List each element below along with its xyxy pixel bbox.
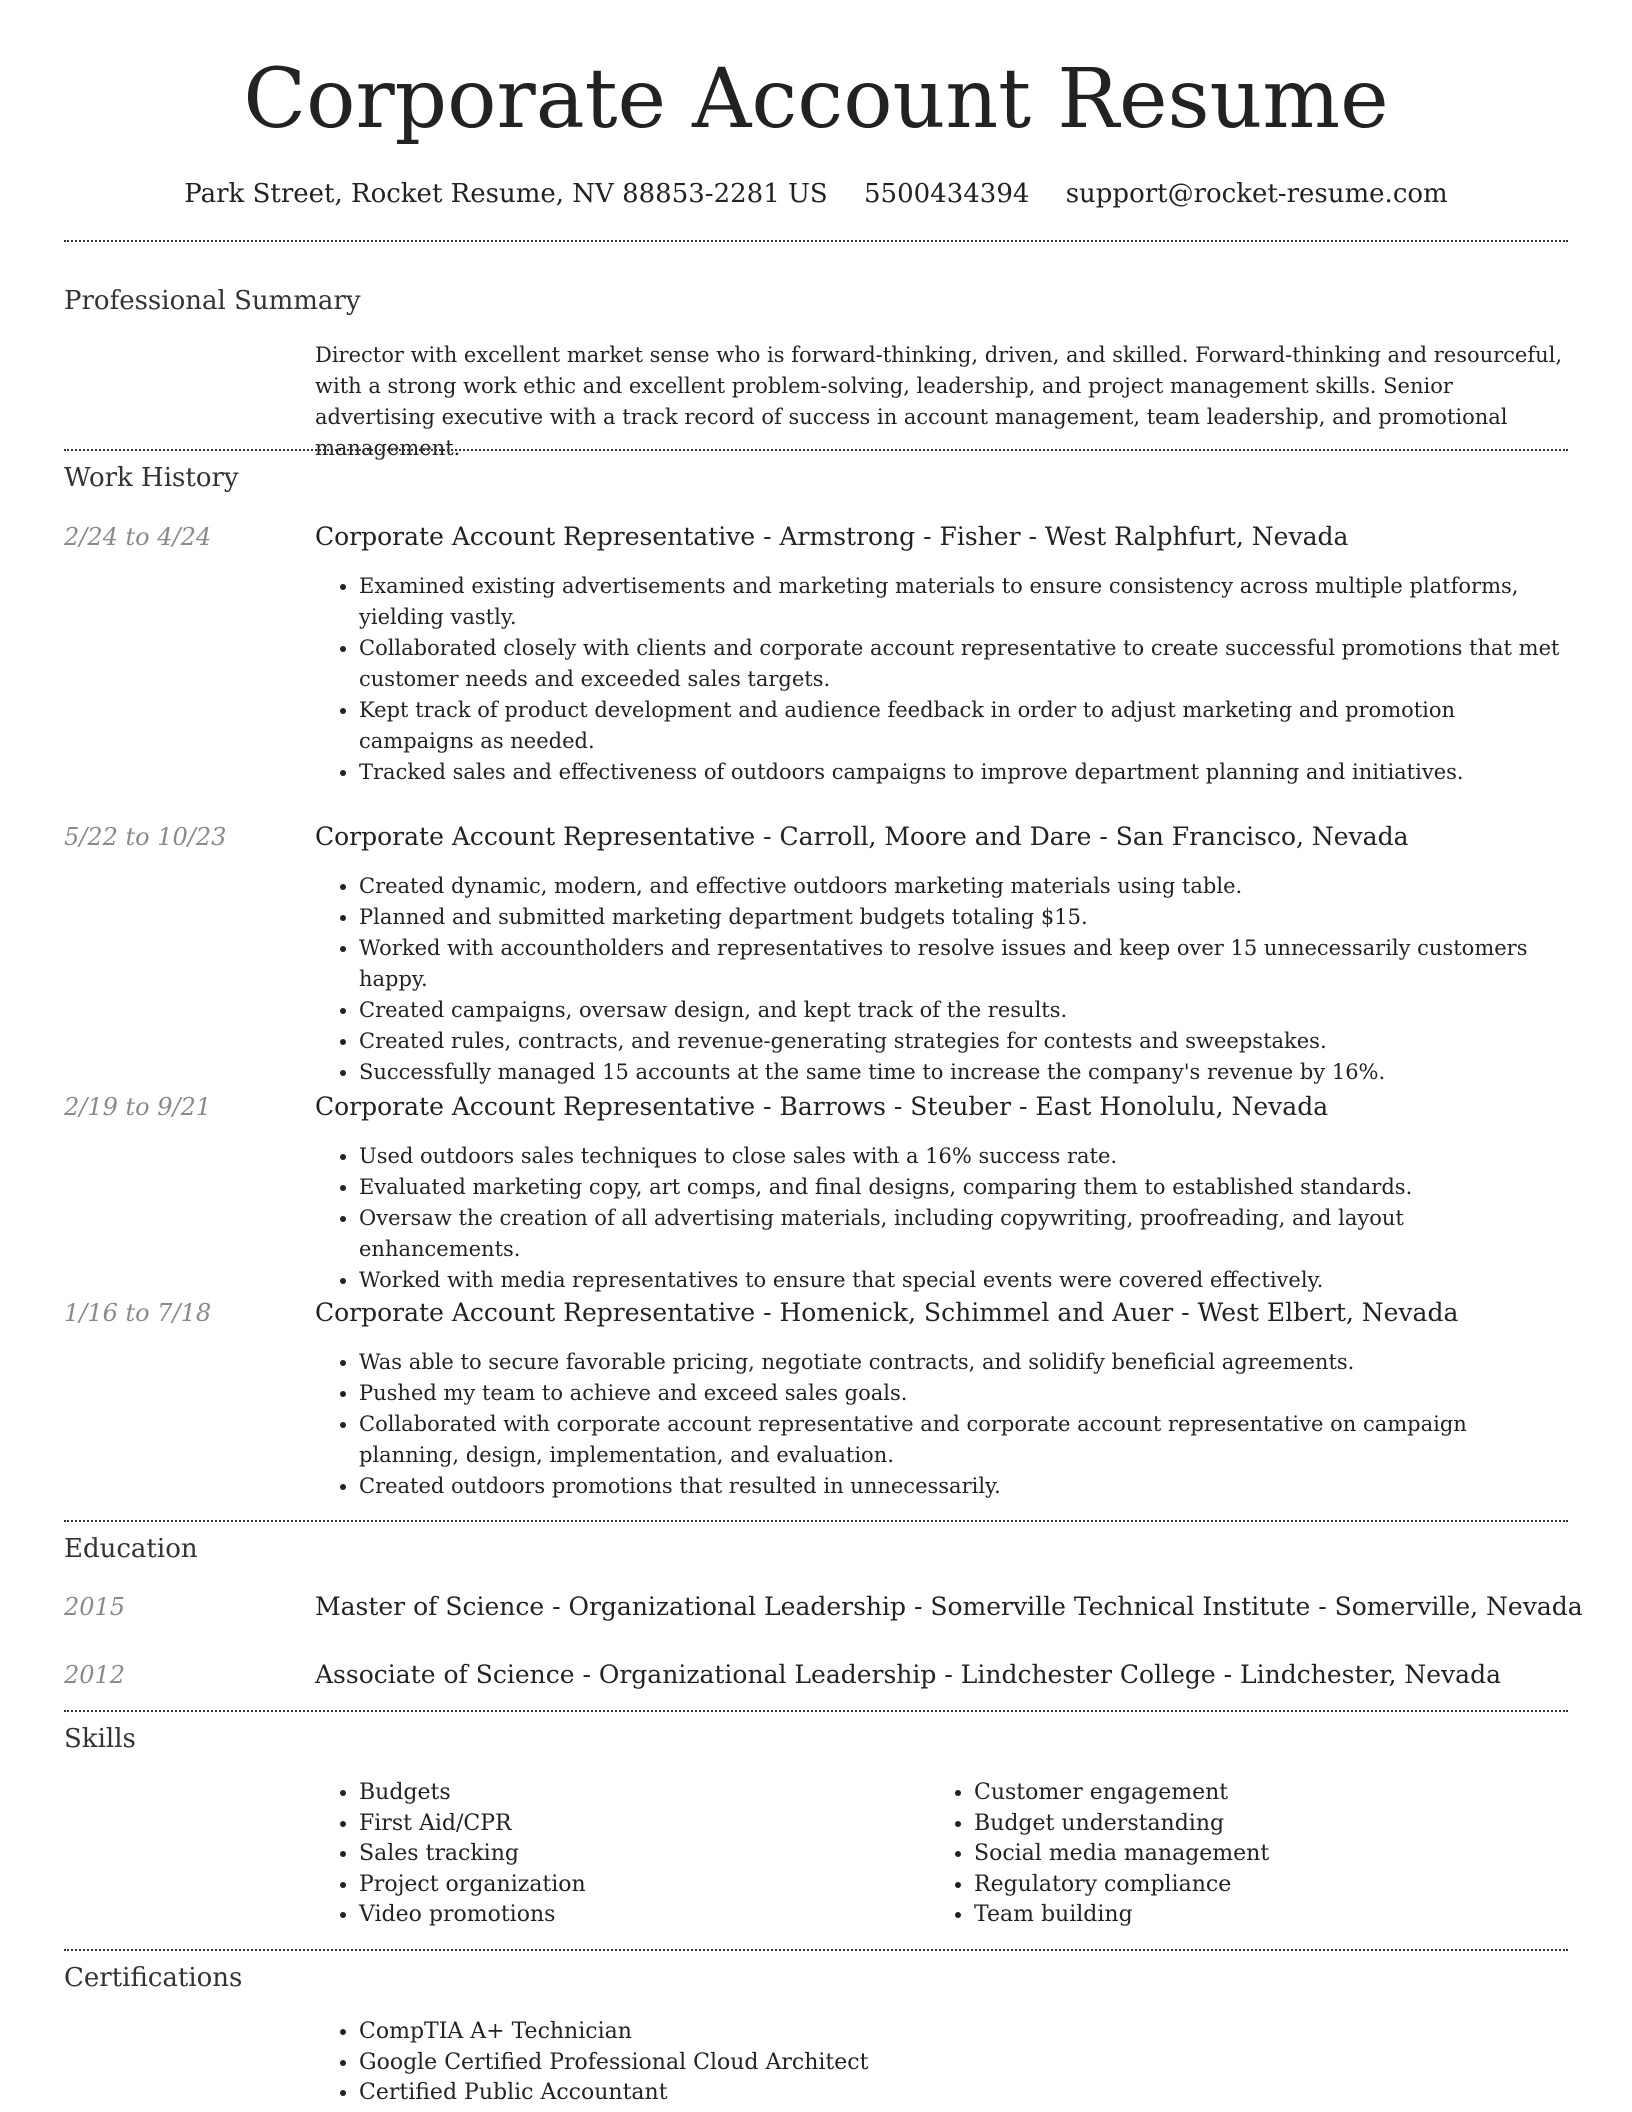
- education-heading: Education: [64, 1534, 198, 1564]
- contact-address: Park Street, Rocket Resume, NV 88853-2281 US: [184, 179, 828, 209]
- summary-text: Director with excellent market sense who is forward-thinking, driven, and skilled. Forward-thinking and resourceful, with a strong work ethic and excellent problem-solving, leadership, and project management skills. Senior advertising executive with a track record of success in account management, team leadership, and promotional management.: [315, 343, 1563, 460]
- contact-email: support@rocket-resume.com: [1065, 179, 1448, 209]
- list-item: • Created campaigns, oversaw design, and kept track of the results.: [359, 995, 1560, 1026]
- contact-phone: 5500434394: [864, 179, 1030, 209]
- list-item: • First Aid/CPR: [359, 1809, 929, 1840]
- list-item: • Team building: [974, 1900, 1574, 1931]
- job-3-bullets: [315, 1141, 1560, 1296]
- list-item: • Social media management: [974, 1839, 1574, 1870]
- job-1-title: Corporate Account Representative - Armstrong - Fisher - West Ralphfurt, Nevada: [315, 522, 1349, 551]
- job-1-bullets: [315, 571, 1560, 788]
- skills-list-left: [315, 1778, 929, 1931]
- job-4-bullets: [315, 1347, 1560, 1502]
- list-item: • Budgets: [359, 1778, 929, 1809]
- education-2-degree: Associate of Science - Organizational Leadership - Lindchester College - Lindchester, Nevada: [315, 1660, 1501, 1689]
- list-item: • Project organization: [359, 1870, 929, 1901]
- list-item: • Planned and submitted marketing department budgets totaling $15.: [359, 902, 1560, 933]
- job-1-dates: 2/24 to 4/24: [64, 523, 212, 551]
- list-item: • Created rules, contracts, and revenue-generating strategies for contests and sweepstakes.: [359, 1026, 1560, 1057]
- list-item: • CompTIA A+ Technician: [359, 2017, 1559, 2048]
- job-3-dates: 2/19 to 9/21: [64, 1093, 212, 1121]
- list-item: • Google Certified Professional Cloud Architect: [359, 2048, 1559, 2079]
- divider-header: [64, 240, 1568, 242]
- skills-heading: Skills: [64, 1724, 136, 1754]
- list-item: • Video promotions: [359, 1900, 929, 1931]
- list-item: • Used outdoors sales techniques to close sales with a 16% success rate.: [359, 1141, 1560, 1172]
- education-1-year: 2015: [64, 1593, 126, 1621]
- list-item: • Evaluated marketing copy, art comps, and final designs, comparing them to established standards.: [359, 1172, 1560, 1203]
- job-2-bullets: [315, 871, 1560, 1088]
- certifications-heading: Certifications: [64, 1963, 243, 1993]
- resume-header: [0, 52, 1632, 210]
- education-2-year: 2012: [64, 1661, 126, 1689]
- list-item: • Regulatory compliance: [974, 1870, 1574, 1901]
- list-item: • Examined existing advertisements and marketing materials to ensure consistency across multiple platforms, yielding vastly.: [359, 571, 1560, 633]
- job-4-title: Corporate Account Representative - Homenick, Schimmel and Auer - West Elbert, Nevada: [315, 1298, 1459, 1327]
- list-item: • Customer engagement: [974, 1778, 1574, 1809]
- summary-heading: Professional Summary: [64, 286, 361, 316]
- list-item: • Collaborated with corporate account representative and corporate account representative on campaign planning, design, implementation, and evaluation.: [359, 1409, 1560, 1471]
- list-item: • Collaborated closely with clients and corporate account representative to create successful promotions that met customer needs and exceeded sales targets.: [359, 633, 1560, 695]
- certifications-list: [315, 2017, 1559, 2109]
- list-item: • Created outdoors promotions that resulted in unnecessarily.: [359, 1471, 1560, 1502]
- job-4-dates: 1/16 to 7/18: [64, 1299, 212, 1327]
- list-item: • Kept track of product development and audience feedback in order to adjust marketing and promotion campaigns as needed.: [359, 695, 1560, 757]
- list-item: • Successfully managed 15 accounts at the same time to increase the company's revenue by 16%.: [359, 1057, 1560, 1088]
- list-item: • Created dynamic, modern, and effective outdoors marketing materials using table.: [359, 871, 1560, 902]
- list-item: • Budget understanding: [974, 1809, 1574, 1840]
- list-item: • Tracked sales and effectiveness of outdoors campaigns to improve department planning and initiatives.: [359, 757, 1560, 788]
- job-2-dates: 5/22 to 10/23: [64, 823, 227, 851]
- resume-title: Corporate Account Resume: [243, 52, 1389, 147]
- list-item: • Pushed my team to achieve and exceed sales goals.: [359, 1378, 1560, 1409]
- education-1-degree: Master of Science - Organizational Leadership - Somerville Technical Institute - Somerville, Nevada: [315, 1592, 1583, 1621]
- list-item: • Certified Public Accountant: [359, 2078, 1559, 2109]
- divider-education: [64, 1710, 1568, 1712]
- divider-skills: [64, 1949, 1568, 1951]
- skills-list-right: [930, 1778, 1574, 1931]
- list-item: • Worked with media representatives to ensure that special events were covered effectively.: [359, 1265, 1560, 1296]
- divider-summary: [64, 449, 1568, 451]
- list-item: • Was able to secure favorable pricing, negotiate contracts, and solidify beneficial agreements.: [359, 1347, 1560, 1378]
- work-history-heading: Work History: [64, 463, 239, 493]
- job-3-title: Corporate Account Representative - Barrows - Steuber - East Honolulu, Nevada: [315, 1092, 1329, 1121]
- list-item: • Worked with accountholders and representatives to resolve issues and keep over 15 unnecessarily customers happy.: [359, 933, 1560, 995]
- list-item: • Sales tracking: [359, 1839, 929, 1870]
- list-item: • Oversaw the creation of all advertising materials, including copywriting, proofreading, and layout enhancements.: [359, 1203, 1560, 1265]
- divider-work: [64, 1520, 1568, 1522]
- job-2-title: Corporate Account Representative - Carroll, Moore and Dare - San Francisco, Nevada: [315, 822, 1409, 851]
- contact-line: [0, 178, 1632, 210]
